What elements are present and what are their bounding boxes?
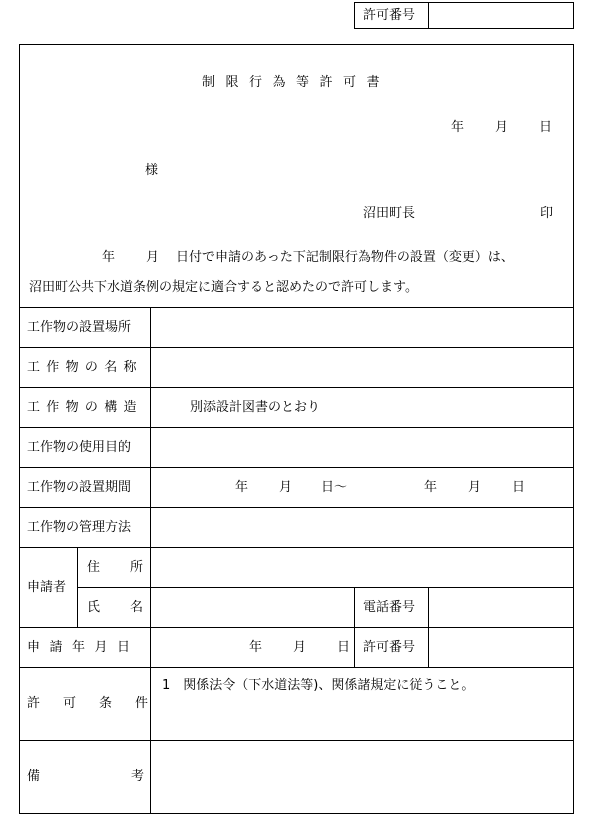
application-year: 年 — [249, 640, 263, 655]
remarks-value[interactable] — [158, 746, 566, 806]
body-month: 月 — [146, 250, 160, 265]
issue-date-year: 年 — [451, 120, 465, 135]
phone-label-left-line — [354, 587, 355, 667]
body-line2-text: 沼田町公共下水道条例の規定に適合すると認めたので許可します。 — [29, 280, 418, 295]
permit-number-value[interactable] — [436, 632, 566, 660]
top-permit-divider — [428, 2, 429, 29]
row-line-6 — [19, 547, 574, 548]
body-line1-text: 日付で申請のあった下記制限行為物件の設置（変更）は、 — [176, 250, 514, 265]
row-line-8 — [19, 667, 574, 668]
name-label — [27, 361, 144, 374]
period-start-month: 月 — [279, 480, 293, 495]
purpose-label: 工作物の使用目的 — [27, 440, 132, 455]
phone-value[interactable] — [436, 592, 566, 620]
address-label: 住所 — [87, 560, 174, 575]
application-date-label: 申請年月日 — [27, 640, 140, 655]
issuer-name: 沼田町長 — [363, 206, 416, 221]
structure-label-text: 工作物の構造 — [27, 400, 143, 415]
name-value[interactable] — [158, 352, 566, 380]
name-label-text: 工作物の名称 — [27, 360, 143, 375]
applicant-label: 申請者 — [27, 580, 67, 595]
period-end-year: 年 — [424, 480, 438, 495]
row-line-applicant-mid — [77, 587, 574, 588]
top-permit-label: 許可番号 — [363, 8, 416, 23]
row-line-9 — [19, 740, 574, 741]
top-permit-value[interactable] — [436, 9, 566, 23]
applicant-sub-line — [77, 547, 78, 627]
document-title: 制限行為等許可書 — [202, 75, 391, 90]
issue-date-day: 日 — [539, 120, 553, 135]
period-start-year: 年 — [235, 480, 249, 495]
remarks-label: 備考 — [27, 769, 236, 784]
period-start-day: 日～ — [321, 480, 348, 495]
management-label: 工作物の管理方法 — [27, 520, 132, 535]
management-value[interactable] — [158, 512, 566, 540]
address-value[interactable] — [158, 552, 566, 580]
purpose-value[interactable] — [158, 432, 566, 460]
seal-mark: 印 — [540, 206, 554, 221]
row-line-1 — [19, 347, 574, 348]
period-end-day: 日 — [512, 480, 526, 495]
location-value[interactable] — [158, 312, 566, 340]
application-month: 月 — [293, 640, 307, 655]
period-end-month: 月 — [468, 480, 482, 495]
permit-number-label: 許可番号 — [363, 640, 416, 655]
issue-date-month: 月 — [495, 120, 509, 135]
row-line-2 — [19, 387, 574, 388]
row-line-3 — [19, 427, 574, 428]
application-day: 日 — [337, 640, 351, 655]
body-year: 年 — [102, 250, 116, 265]
row-line-4 — [19, 467, 574, 468]
period-label: 工作物の設置期間 — [27, 480, 132, 495]
row-line-5 — [19, 507, 574, 508]
person-name-value[interactable] — [158, 592, 348, 620]
location-label: 工作物の設置場所 — [27, 320, 132, 335]
structure-value[interactable]: 別添設計図書のとおり — [190, 400, 321, 415]
phone-label-right-line — [428, 587, 429, 667]
row-line-7 — [19, 627, 574, 628]
person-name-label: 氏名 — [87, 600, 174, 615]
structure-label — [27, 401, 144, 414]
conditions-label: 許可条件 — [27, 696, 172, 711]
table-top-line — [19, 307, 574, 308]
phone-label: 電話番号 — [363, 600, 416, 615]
addressee-suffix: 様 — [145, 163, 159, 178]
conditions-text: 1 関係法令（下水道法等)、関係諸規定に従うこと。 — [162, 678, 475, 693]
